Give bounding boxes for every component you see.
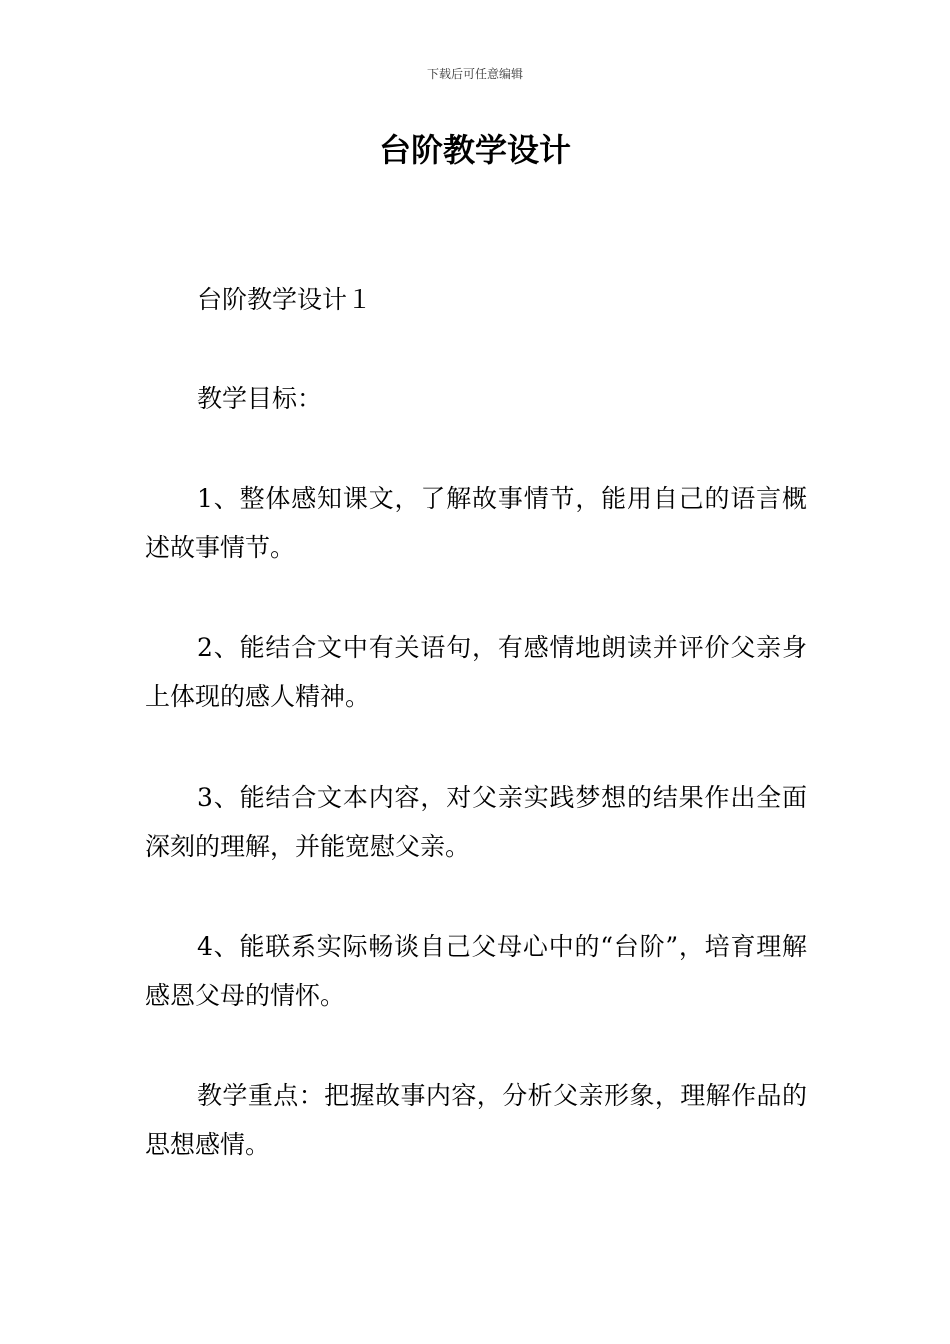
objective-item-2: 2、能结合文中有关语句，有感情地朗读并评价父亲身上体现的感人精神。: [145, 633, 807, 711]
key-points-paragraph: 教学重点：把握故事内容，分析父亲形象，理解作品的思想感情。: [145, 1081, 807, 1159]
section-heading: 台阶教学设计１: [197, 285, 373, 314]
header-note: 下载后可任意编辑: [426, 67, 523, 81]
objective-item-4: 4、能联系实际畅谈自己父母心中的“台阶”，培育理解感恩父母的情怀。: [145, 932, 807, 1010]
objective-item-3: 3、能结合文本内容，对父亲实践梦想的结果作出全面深刻的理解，并能宽慰父亲。: [145, 783, 807, 861]
document-title: 台阶教学设计: [378, 131, 571, 169]
objective-item-1: 1、整体感知课文，了解故事情节，能用自己的语言概述故事情节。: [145, 484, 807, 562]
objectives-label: 教学目标：: [197, 384, 323, 413]
